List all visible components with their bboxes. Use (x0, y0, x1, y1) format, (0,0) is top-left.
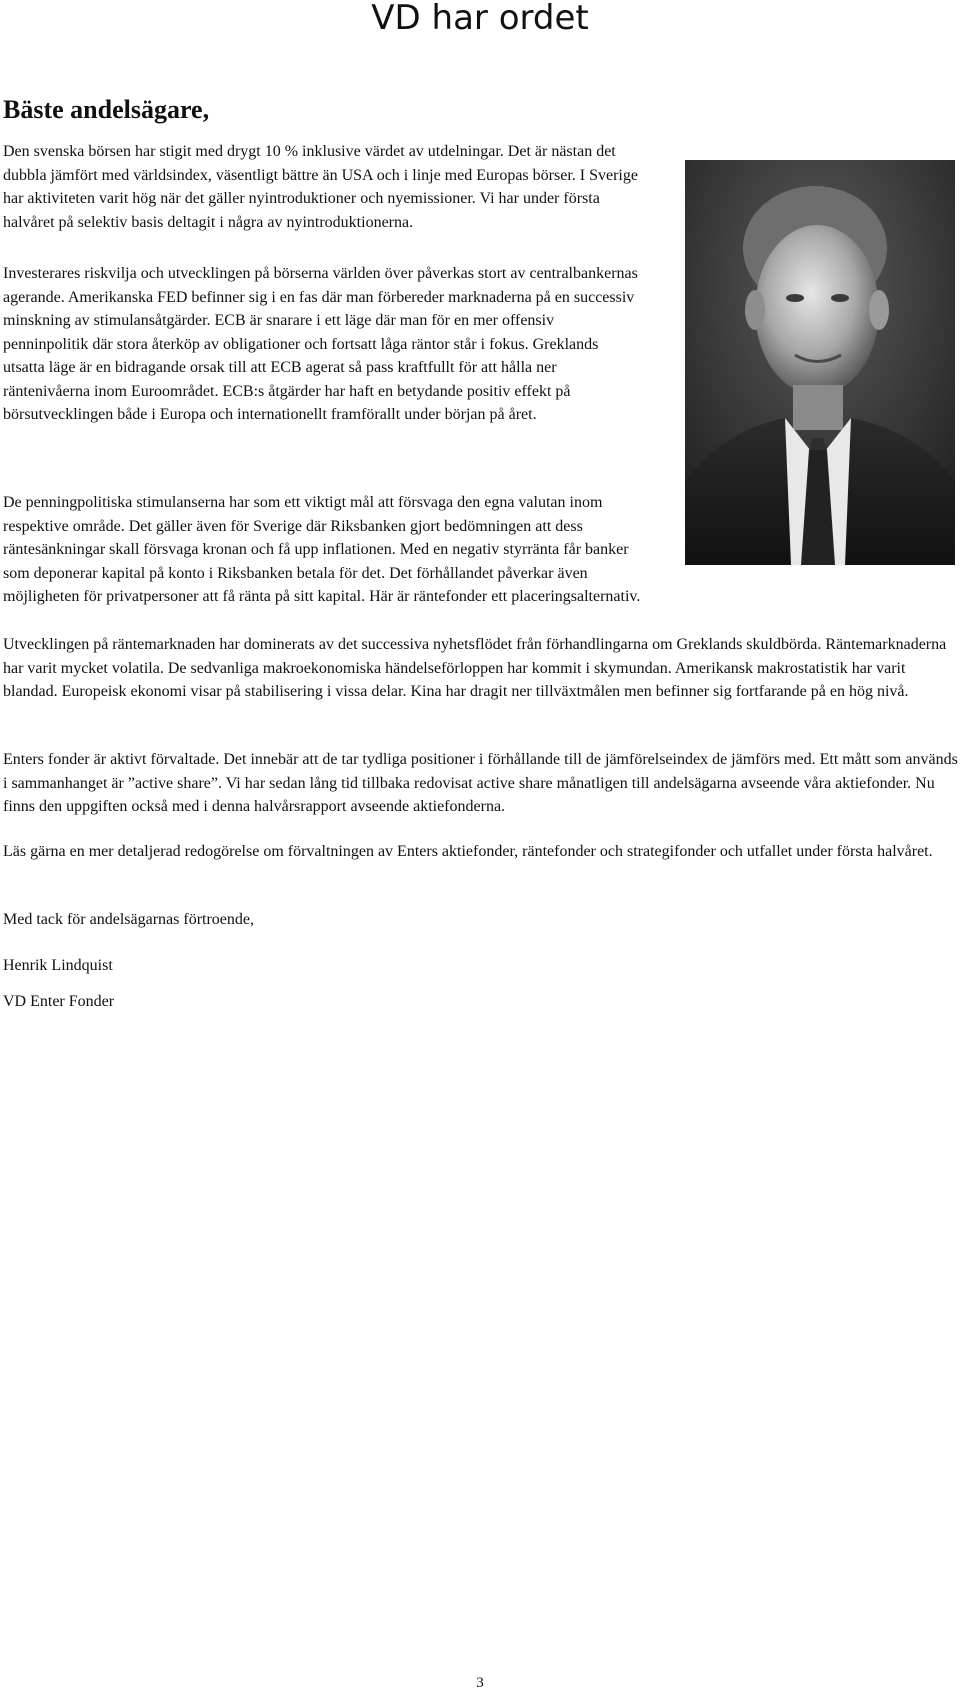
closing-line: Med tack för andelsägarnas förtroende, (3, 911, 254, 928)
signature-title: VD Enter Fonder (3, 993, 115, 1010)
paragraph-1: Den svenska börsen har stigit med drygt 10 % inklusive värdet av utdelningar. Det är nästan det dubbla jämfört med världsindex, väsentligt bättre än USA och i linje med Europas börser. I Sverige har aktiviteten varit hög när det gäller nyintroduktioner och nyemissioner. Vi har under första halvåret på selektiv basis deltagit i några av nyintroduktionerna. (3, 143, 638, 231)
page-number: 3 (476, 1675, 484, 1691)
paragraph-4: Utvecklingen på räntemarknaden har dominerats av det successiva nyhetsflödet från förhandlingarna om Greklands skuldbörda. Räntemarknaderna har varit mycket volatila. De sedvanliga makroekonomiska händelseförloppen har kommit i skymundan. Amerikansk makrostatistik har varit blandad. Europeisk ekonomi visar på stabilisering i vissa delar. Kina har dragit ner tillväxtmålen men befinner sig fortfarande på en hög nivå. (3, 636, 947, 700)
paragraph-5: Enters fonder är aktivt förvaltade. Det innebär att de tar tydliga positioner i förhållande till de jämförelseindex de jämförs med. Ett mått som används i sammanhanget är ”active share”. Vi har sedan lång tid tillbaka redovisat active share månatligen till andelsägarna avseende våra aktiefonder. Nu finns den uppgiften också med i denna halvårsrapport avseende aktiefonderna. (3, 751, 958, 815)
paragraph-6: Läs gärna en mer detaljerad redogörelse om förvaltningen av Enters aktiefonder, räntefonder och strategifonder och utfallet under första halvåret. (3, 843, 933, 860)
paragraph-2: Investerares riskvilja och utvecklingen på börserna världen över påverkas stort av centralbankernas agerande. Amerikanska FED befinner sig i en fas där man förbereder marknaderna på en successiv minskning av stimulansåtgärder. ECB är snarare i ett läge där man för en mer offensiv penninpolitik där stora återköp av obligationer och fortsatt låga räntor står i fokus. Greklands utsatta läge är en bidragande orsak till att ECB agerat så pass kraftfullt för att hålla ner räntenivåerna inom Euroområdet. ECB:s åtgärder har haft en betydande positiv effekt på börsutvecklingen både i Europa och internationellt framförallt under början på året. (3, 265, 638, 423)
salutation: Bäste andelsägare, (3, 95, 210, 124)
ceo-portrait-photo (685, 160, 955, 565)
paragraph-3: De penningpolitiska stimulanserna har som ett viktigt mål att försvaga den egna valutan inom respektive område. Det gäller även för Sverige där Riksbanken gjort bedömningen att dess räntesänkningar skall försvaga kronan och få upp inflationen. Med en negativ styrränta får banker som deponerar kapital på konto i Riksbanken betala för det. Det förhållandet påverkar även möjligheten för privatpersoner att få ränta på sitt kapital. Här är räntefonder ett placeringsalternativ. (3, 494, 641, 605)
signature-name: Henrik Lindquist (3, 957, 113, 974)
page-title: VD har ordet (371, 0, 589, 38)
